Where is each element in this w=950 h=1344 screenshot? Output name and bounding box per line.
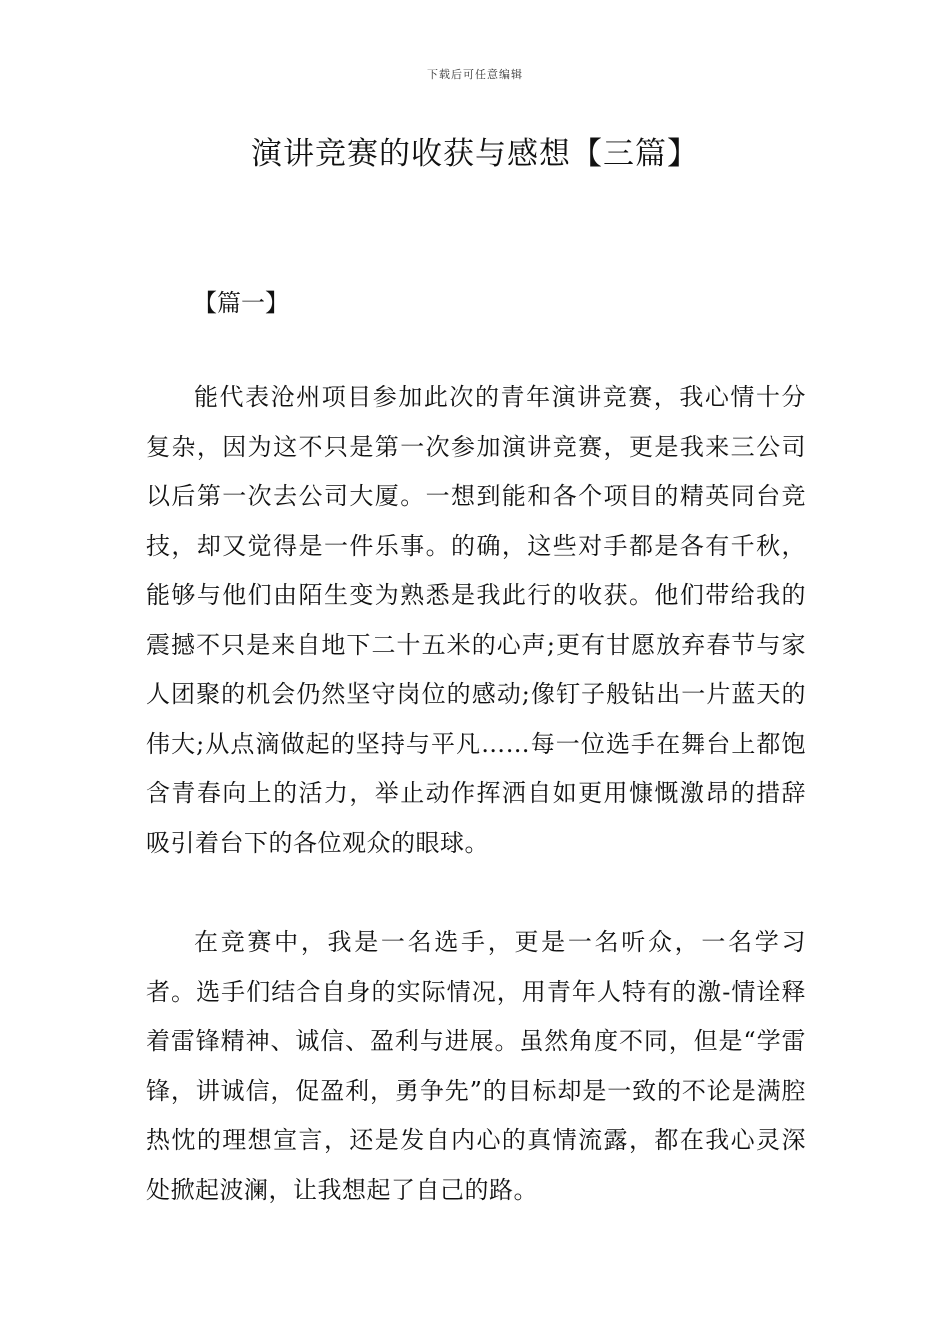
header-note: 下载后可任意编辑: [427, 68, 523, 81]
paragraph-1: 能代表沧州项目参加此次的青年演讲竞赛，我心情十分复杂，因为这不只是第一次参加演讲竞赛，更是我来三公司以后第一次去公司大厦。一想到能和各个项目的精英同台竞技，却又觉得是一件乐事。的确，这些对手都是各有千秋，能够与他们由陌生变为熟悉是我此行的收获。他们带给我的震撼不只是来自地下二十五米的心声;更有甘愿放弃春节与家人团聚的机会仍然坚守岗位的感动;像钉子般钻出一片蓝天的伟大;从点滴做起的坚持与平凡……每一位选手在舞台上都饱含青春向上的活力，举止动作挥洒自如更用慷慨激昂的措辞吸引着台下的各位观众的眼球。: [146, 383, 806, 857]
section-heading: 【篇一】: [193, 289, 289, 317]
paragraph-2: 在竞赛中，我是一名选手，更是一名听众，一名学习者。选手们结合自身的实际情况，用青年人特有的激-情诠释着雷锋精神、诚信、盈利与进展。虽然角度不同，但是“学雷锋，讲诚信，促盈利，勇争先”的目标却是一致的不论是满腔热忱的理想宣言，还是发自内心的真情流露，都在我心灵深处掀起波澜，让我想起了自己的路。: [146, 928, 806, 1204]
document-title: 演讲竞赛的收获与感想【三篇】: [251, 136, 699, 172]
